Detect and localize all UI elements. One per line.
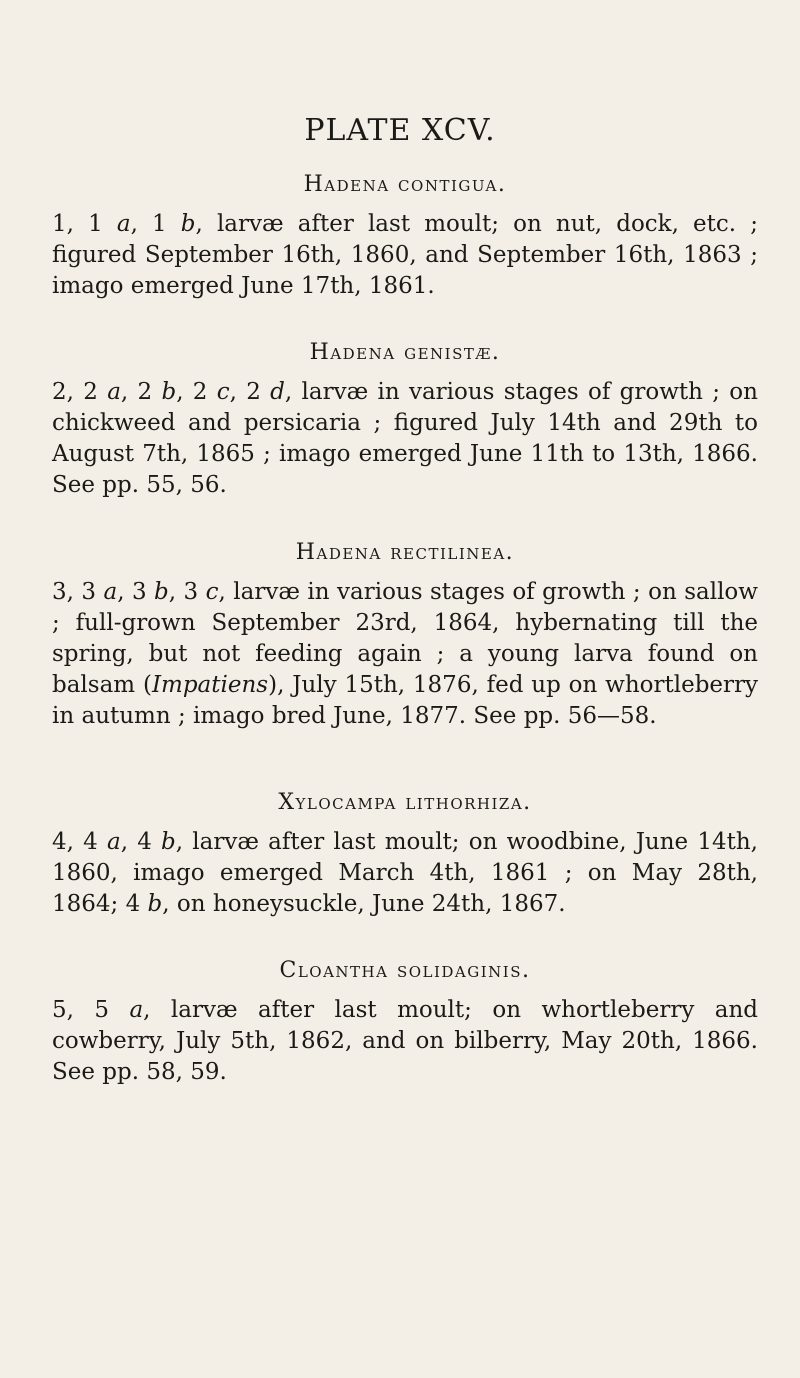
species-heading: Hadena contigua. (303, 172, 507, 197)
plate-entry (52, 340, 758, 501)
entry-description: 4, 4 a, 4 b, larvæ after last moult; on woodbine, June 14th, 1860, imago emerged March 4th, 1861 ; on May 28th, 1864; 4 b, on honeysuckle, June 24th, 1867. (52, 829, 758, 917)
plate-entry (52, 790, 758, 920)
species-heading: Xylocampa lithorhiza. (278, 790, 532, 815)
plate-title: PLATE XCV. (304, 113, 496, 148)
entry-description: 3, 3 a, 3 b, 3 c, larvæ in various stages of growth ; on sallow ; full-grown September 23rd, 1864, hybernating till the spring, but not feeding again ; a young larva found on balsam (Impatiens), July 15th, 1876, fed up on whortleberry in autumn ; imago bred June, 1877. See pp. 56—58. (52, 579, 759, 729)
entry-description: 5, 5 a, larvæ after last moult; on whortleberry and cowberry, July 5th, 1862, and on bilberry, May 20th, 1866. See pp. 58, 59. (52, 997, 758, 1085)
plate-entry (52, 540, 758, 732)
plate-entry (52, 172, 758, 302)
species-heading: Hadena genistæ. (309, 340, 501, 365)
entry-description: 2, 2 a, 2 b, 2 c, 2 d, larvæ in various stages of growth ; on chickweed and persicaria ; figured July 14th and 29th to August 7th, 1865 ; imago emerged June 11th to 13th, 1866. See pp. 55, 56. (52, 379, 758, 498)
species-heading: Hadena rectilinea. (295, 540, 515, 565)
species-heading: Cloantha solidaginis. (279, 958, 531, 983)
plate-entry (52, 958, 758, 1088)
entry-description: 1, 1 a, 1 b, larvæ after last moult; on nut, dock, etc. ; figured September 16th, 1860, and September 16th, 1863 ; imago emerged June 17th, 1861. (52, 211, 758, 299)
